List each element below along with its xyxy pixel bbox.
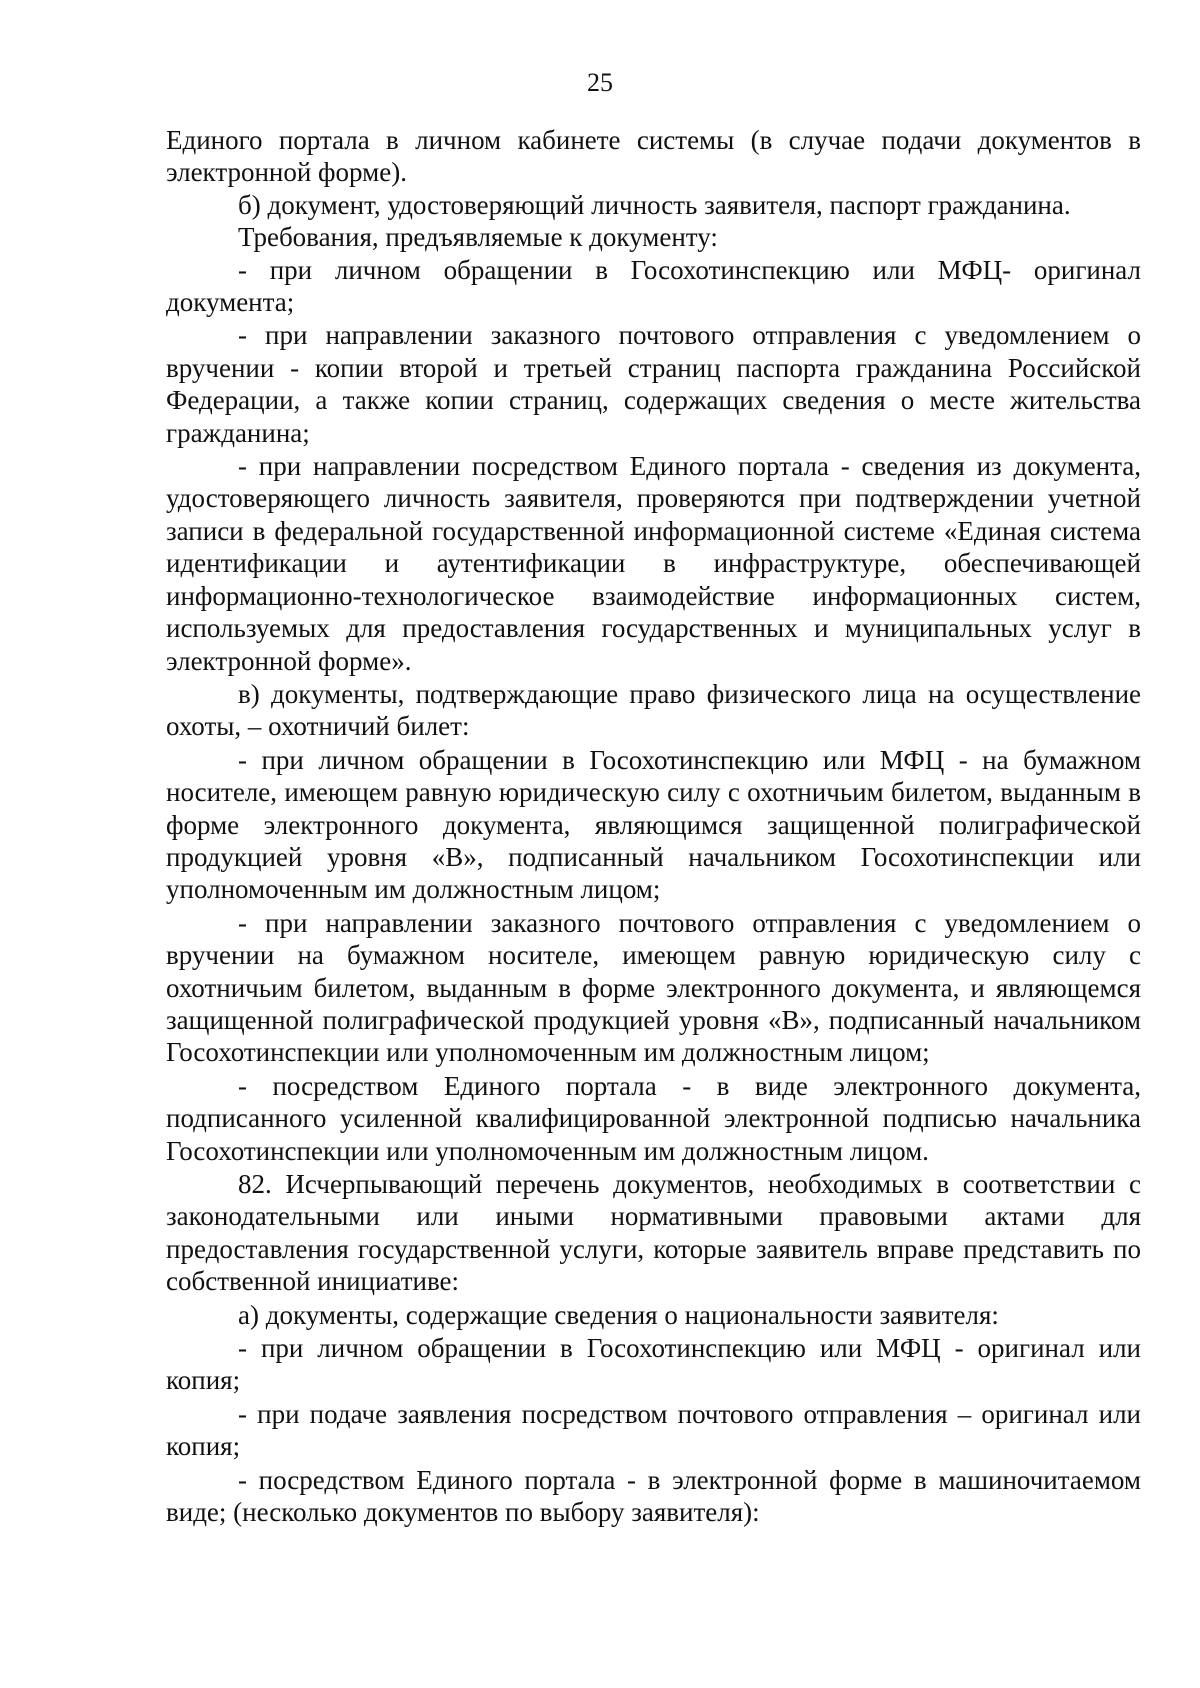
paragraph-portal-esia: - при направлении посредством Единого портала - сведения из документа, удостоверяющего личность заявителя, проверяются при подтверждении учетной записи в федеральной государственной информационной системе «Единая система идентификации и аутентификации в инфраструктуре, обеспечивающей информационно-технологическое взаимодействие информационных систем, используемых для предоставления государственных и муниципальных услуг в электронной форме». (166, 451, 1141, 676)
paragraph-identity-document: б) документ, удостоверяющий личность заявителя, паспорт гражданина. (238, 189, 1071, 220)
paragraph-hunting-ticket-personal: - при личном обращении в Госохотинспекцию или МФЦ - на бумажном носителе, имеющем равную юридическую силу с охотничьим билетом, выданным в форме электронного документа, являющимся защищенной полиграфической продукцией уровня «В», подписанный начальником Госохотинспекции или уполномоченным им должностным лицом; (166, 744, 1141, 905)
paragraph-nationality-personal: - при личном обращении в Госохотинспекцию или МФЦ - оригинал или копия; (166, 1333, 1141, 1396)
paragraph-hunting-documents: в) документы, подтверждающие право физического лица на осуществление охоты, – охотничий билет: (166, 678, 1141, 742)
paragraph-nationality-documents: а) документы, содержащие сведения о национальности заявителя: (238, 1299, 999, 1330)
paragraph-hunting-ticket-mail: - при направлении заказного почтового отправления с уведомлением о вручении на бумажном носителе, имеющем равную юридическую силу с охотничьим билетом, выданным в форме электронного документа, и являющемся защищенной полиграфической продукцией уровня «В», подписанный начальником Госохотинспекции или уполномоченным им должностным лицом; (166, 907, 1141, 1068)
paragraph-personal-visit-original: - при личном обращении в Госохотинспекцию или МФЦ- оригинал документа; (166, 254, 1141, 318)
paragraph-hunting-ticket-portal: - посредством Единого портала - в виде электронного документа, подписанного усиленной квалифицированной электронной подписью начальника Госохотинспекции или уполномоченным им должностным лицом. (166, 1070, 1141, 1166)
paragraph-nationality-portal: - посредством Единого портала - в электронной форме в машиночитаемом виде; (несколько документов по выбору заявителя): (166, 1464, 1141, 1528)
document-body (166, 124, 1141, 1528)
paragraph-registered-mail-passport: - при направлении заказного почтового отправления с уведомлением о вручении - копии второй и третьей страниц паспорта гражданина Российской Федерации, а также копии страниц, содержащих сведения о месте жительства гражданина; (166, 320, 1141, 448)
page-number: 25 (587, 68, 613, 97)
paragraph-nationality-mail: - при подаче заявления посредством почтового отправления – оригинал или копия; (166, 1398, 1141, 1462)
paragraph-requirements: Требования, предъявляемые к документу: (238, 222, 718, 253)
paragraph-item-82: 82. Исчерпывающий перечень документов, необходимых в соответствии с законодательными или иными нормативными правовыми актами для предоставления государственной услуги, которые заявитель вправе представить по собственной инициативе: (166, 1169, 1141, 1297)
paragraph-portal-cabinet: Единого портала в личном кабинете системы (в случае подачи документов в электронной форме). (166, 125, 1141, 188)
